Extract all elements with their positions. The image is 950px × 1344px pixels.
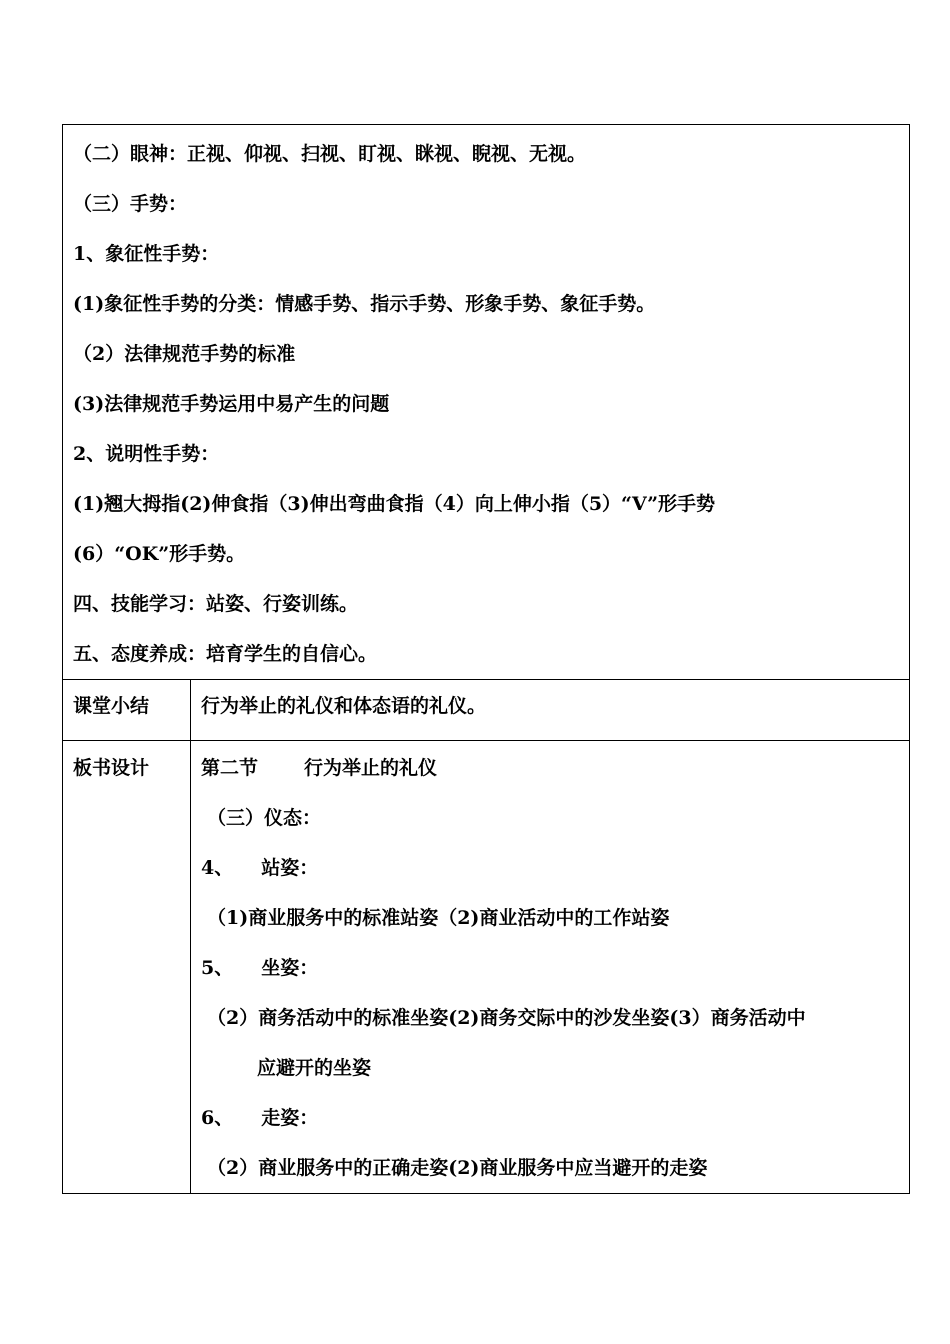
text-line-attitude: 五、态度养成：培育学生的自信心。 [73,643,378,665]
text-line-symbolic: 1、象征性手势： [73,243,220,265]
board-row [63,741,910,1194]
board-item-6-detail: （2）商业服务中的正确走姿(2)商业服务中应当避开的走姿 [207,1157,708,1179]
lesson-plan-table [62,124,910,1194]
board-item-5-num: 5、 [201,957,234,979]
summary-label: 课堂小结 [73,695,150,717]
board-heading [201,743,909,793]
content-row [63,125,910,680]
board-item-6-title: 走姿： [261,1107,319,1129]
board-item-4-num: 4、 [201,857,234,879]
board-content-cell [191,741,910,1194]
board-heading-section: 第二节 [201,757,259,779]
text-line-ok-gesture: (6）“OK”形手势。 [73,543,246,565]
summary-content-cell [191,680,910,741]
board-item-4-title: 站姿： [261,857,319,879]
content-cell [63,125,910,680]
board-label: 板书设计 [73,757,150,779]
board-label-cell [63,741,191,1194]
text-line-legal-problems: (3)法律规范手势运用中易产生的问题 [73,393,390,415]
text-line-skills: 四、技能学习：站姿、行姿训练。 [73,593,359,615]
summary-label-cell [63,680,191,741]
board-heading-title: 行为举止的礼仪 [304,757,438,779]
text-line-legal-standard: （2）法律规范手势的标准 [73,343,296,365]
text-line-eyes: （二）眼神：正视、仰视、扫视、盯视、眯视、睨视、无视。 [73,143,587,165]
text-line-descriptive-list: (1)翘大拇指(2)伸食指（3)伸出弯曲食指（4）向上伸小指（5）“V”形手势 [73,493,716,515]
text-line-gestures: （三）手势： [73,193,188,215]
board-item-4-detail: （1)商业服务中的标准站姿（2)商业活动中的工作站姿 [207,907,670,929]
summary-text: 行为举止的礼仪和体态语的礼仪。 [201,695,487,717]
summary-row [63,680,910,741]
board-item-5 [201,943,909,993]
board-item-5-title: 坐姿： [261,957,319,979]
board-subheading: （三）仪态： [207,807,322,829]
board-item-6 [201,1093,909,1143]
board-item-6-num: 6、 [201,1107,234,1129]
board-item-4 [201,843,909,893]
board-item-5-detail-b: 应避开的坐姿 [257,1057,372,1079]
text-line-symbolic-types: (1)象征性手势的分类：情感手势、指示手势、形象手势、象征手势。 [73,293,656,315]
board-item-5-detail-a: （2）商务活动中的标准坐姿(2)商务交际中的沙发坐姿(3）商务活动中 [207,1007,806,1029]
text-line-descriptive: 2、说明性手势： [73,443,220,465]
